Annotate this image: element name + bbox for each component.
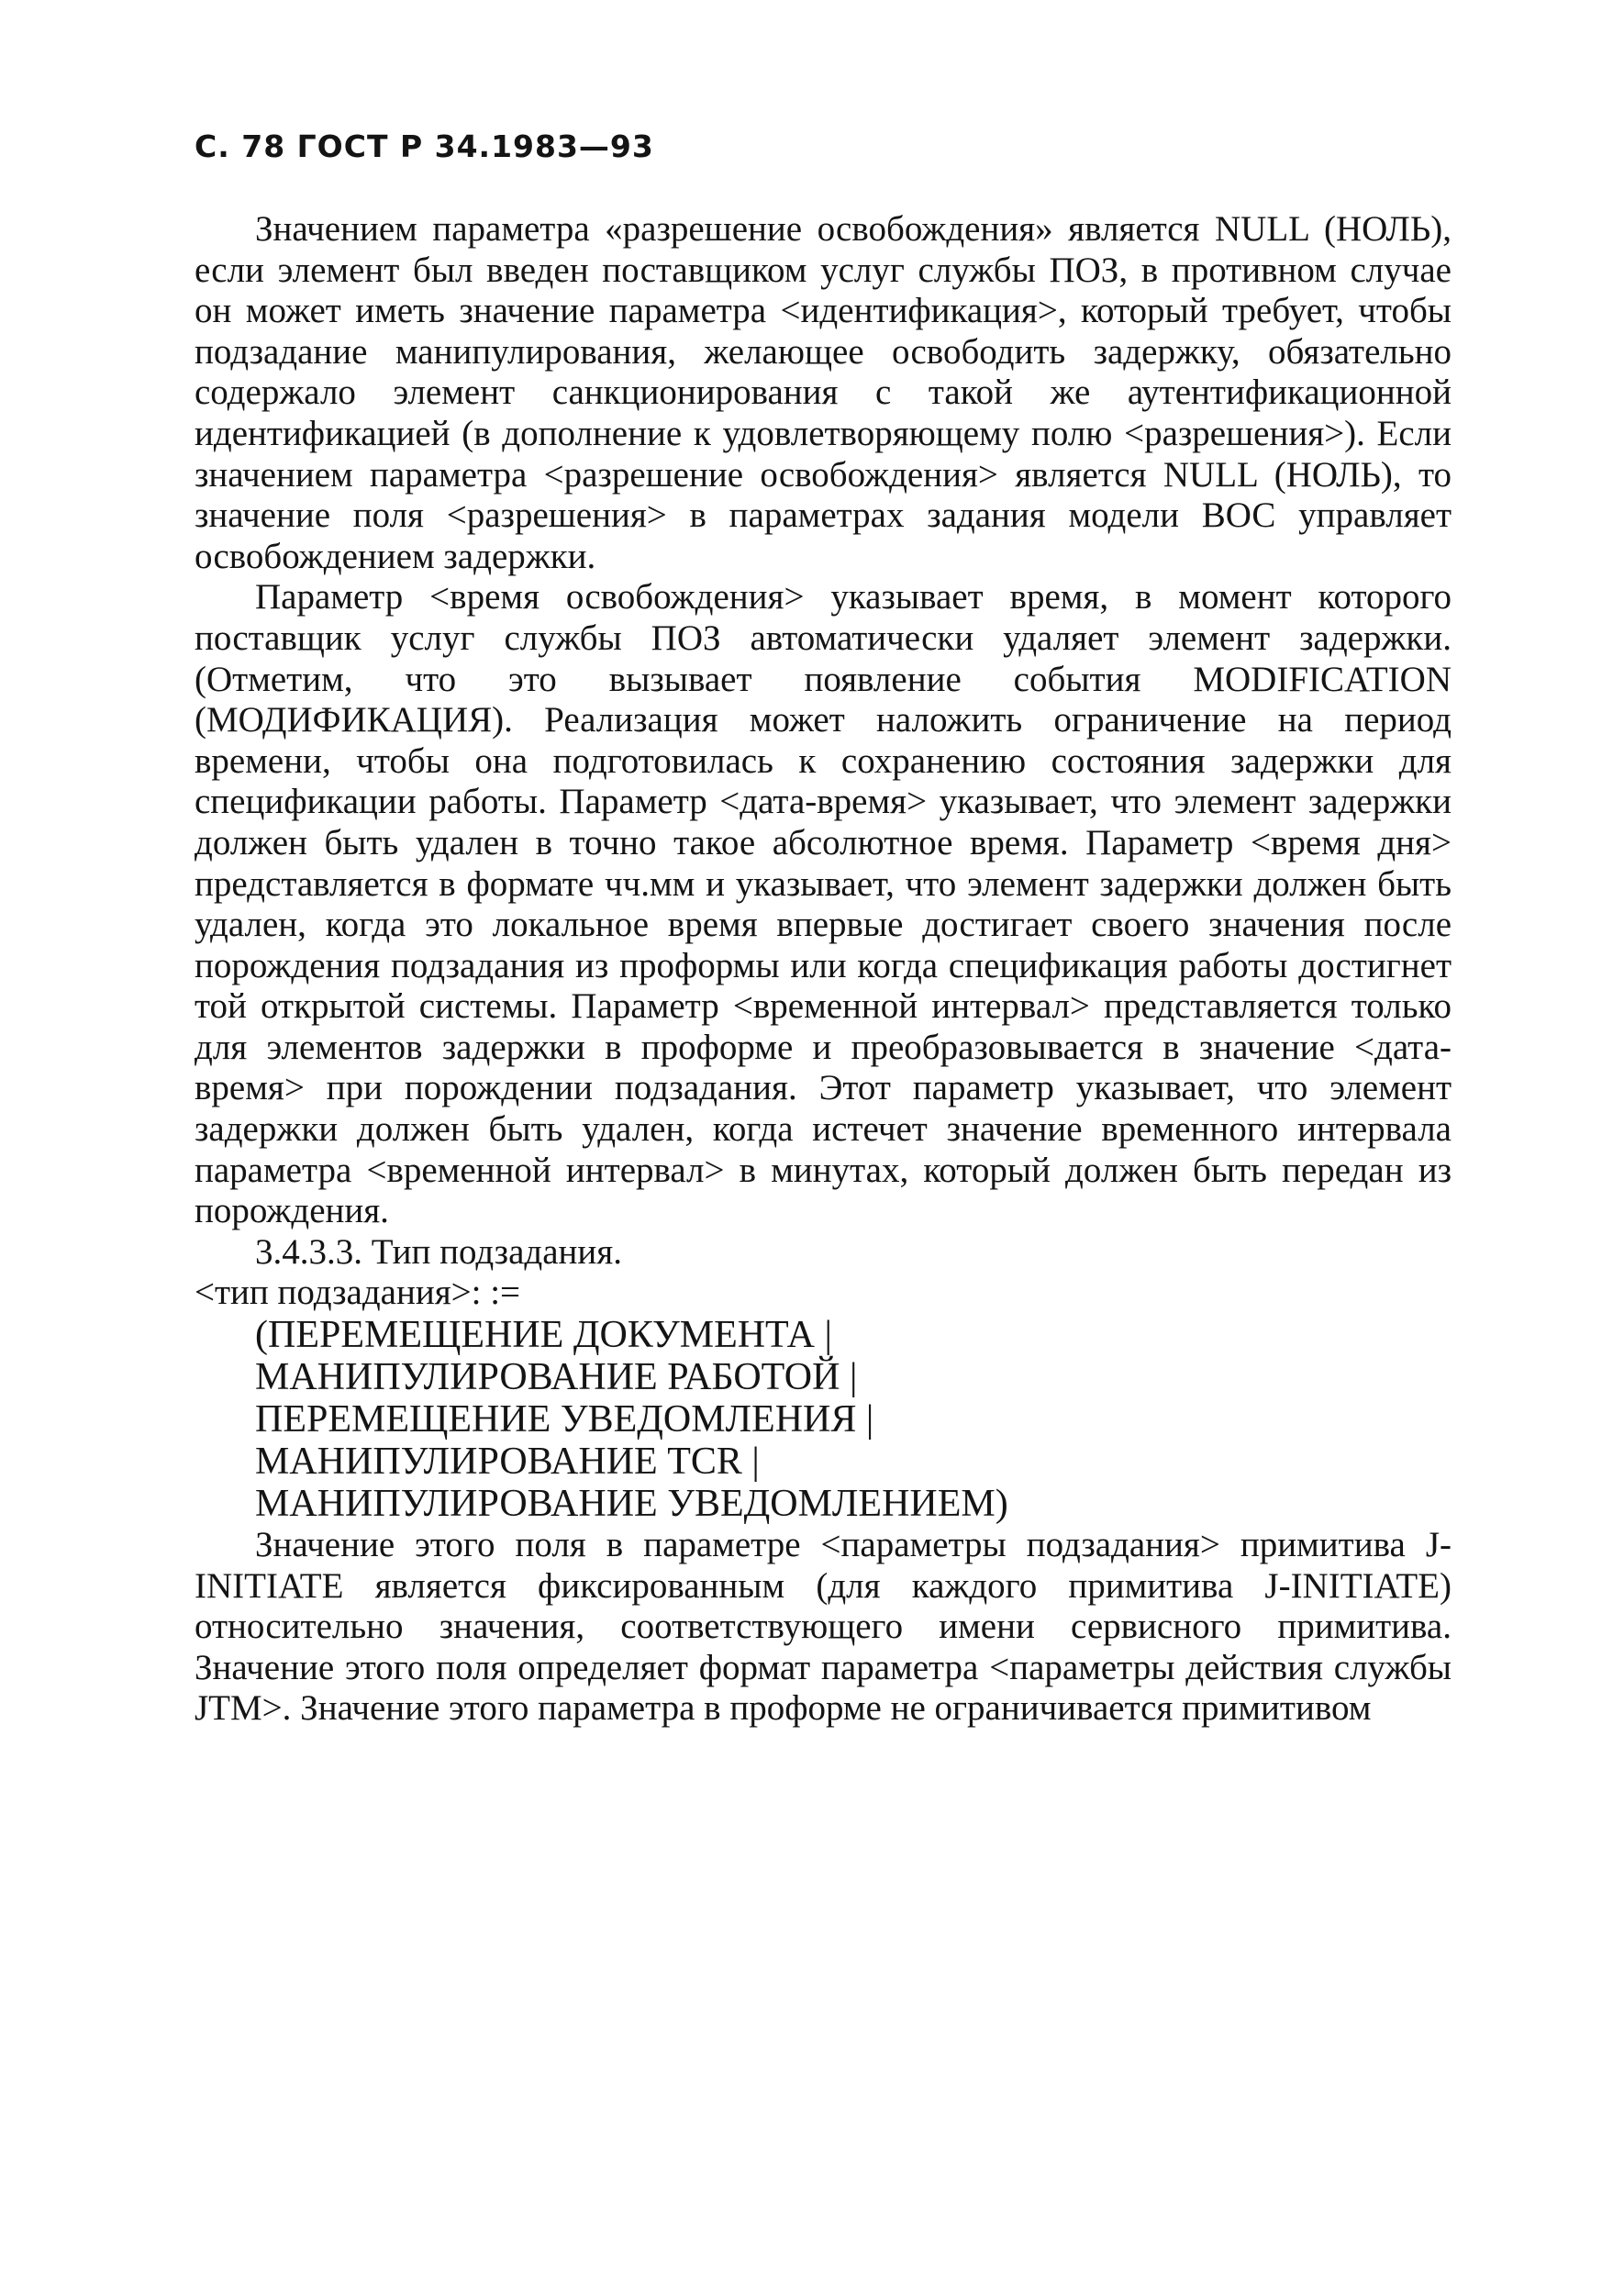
definition-line: <тип подзадания>: := xyxy=(195,1273,521,1313)
alternative-item: МАНИПУЛИРОВАНИЕ TCR | xyxy=(255,1441,760,1484)
paragraph-release-time: Параметр <время освобождения> указывает время, в момент которого поставщик услуг службы ПОЗ автоматически удаляет элемент задержки. (Отметим, что это вызывает появление события MODIFICATION (МОДИФИКАЦИЯ). Реализация может наложить ограничение на период времени, чтобы она подготовилась к сохранению состояния задержки для спецификации работы. Параметр <дата-время> указывает, что элемент задержки должен быть удален в точно такое абсолютное время. Параметр <время дня> представляется в формате чч.мм и указывает, что элемент задержки должен быть удален, когда это локальное время впервые достигает своего значения после порождения подзадания из проформы или когда спецификация работы достигнет той открытой системы. Параметр <временной интервал> представляется только для элементов задержки в проформе и преобразовывается в значение <дата-время> при порождении подзадания. Этот параметр указывает, что элемент задержки должен быть удален, когда истечет значение временного интервала параметра <временной интервал> в минутах, который должен быть передан из порождения. xyxy=(195,577,1452,1231)
paragraph-release-permission: Значением параметра «разрешение освобождения» является NULL (НОЛЬ), если элемент был введен поставщиком услуг службы ПОЗ, в противном случае он может иметь значение параметра <идентификация>, который требует, чтобы подзадание манипулирования, желающее освободить задержку, обязательно содержало элемент санкционирования с такой же аутентификационной идентификацией (в дополнение к удовлетворяющему полю <разрешения>). Если значением параметра <разрешение освобождения> является NULL (НОЛЬ), то значение поля <разрешения> в параметрах задания модели ВОС управляет освобождением задержки. xyxy=(195,209,1452,576)
paragraph-subtask-type: Значение этого поля в параметре <параметры подзадания> примитива J-INITIATE является фиксированным (для каждого примитива J-INITIATE) относительно значения, соответствующего имени сервисного примитива. Значение этого поля определяет формат параметра <параметры действия службы JTM>. Значение этого параметра в проформе не ограничивается примитивом xyxy=(195,1525,1452,1729)
alternative-item: МАНИПУЛИРОВАНИЕ РАБОТОЙ | xyxy=(255,1356,858,1399)
alternative-item: (ПЕРЕМЕЩЕНИЕ ДОКУМЕНТА | xyxy=(255,1314,832,1357)
alternatives-list xyxy=(195,1314,1452,1525)
body-text xyxy=(195,209,1452,1730)
alternative-item: МАНИПУЛИРОВАНИЕ УВЕДОМЛЕНИЕМ) xyxy=(255,1483,1008,1526)
page-header: С. 78 ГОСТ Р 34.1983—93 xyxy=(195,128,654,164)
section-heading: 3.4.3.3. Тип подзадания. xyxy=(255,1231,622,1272)
alternative-item: ПЕРЕМЕЩЕНИЕ УВЕДОМЛЕНИЯ | xyxy=(255,1398,874,1441)
